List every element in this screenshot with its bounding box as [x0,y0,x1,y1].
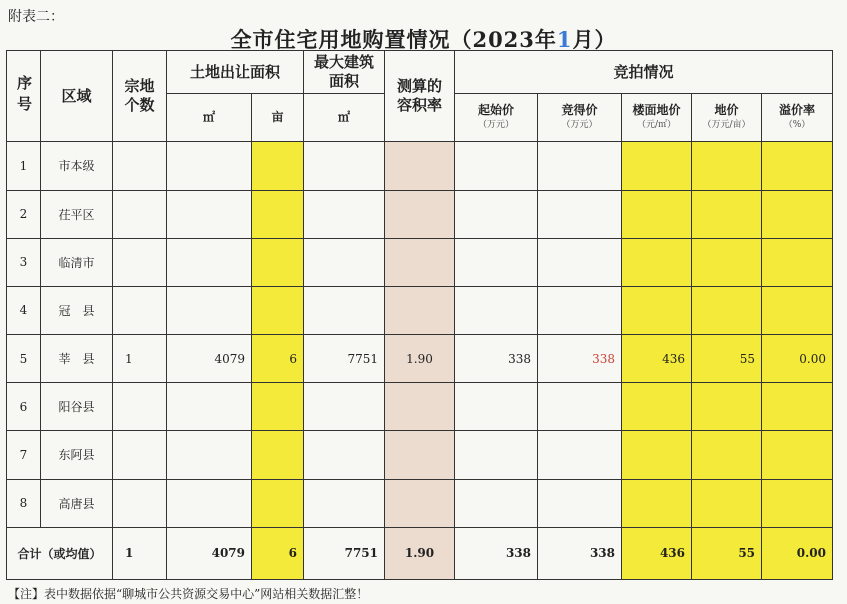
cell-floor [622,286,692,334]
cell-parcels [113,286,167,334]
cell-final [538,238,622,286]
cell-sqm [167,431,252,479]
cell-ratio [385,431,455,479]
cell-mu [252,238,304,286]
cell-build [304,238,385,286]
header-final-price [538,94,622,142]
cell-mu [252,286,304,334]
cell-parcels: 1 [113,335,167,383]
cell-no: 6 [7,383,41,431]
total-label: 合计（或均值） [7,527,113,579]
cell-land [692,479,762,527]
cell-floor [622,190,692,238]
table-row [7,479,833,527]
cell-ratio [385,238,455,286]
cell-start [455,238,538,286]
total-build: 7751 [304,527,385,579]
cell-parcels [113,190,167,238]
cell-mu [252,383,304,431]
header-unit-build-sqm: ㎡ [304,94,385,142]
header-premium [762,94,833,142]
cell-final [538,479,622,527]
table-row [7,383,833,431]
cell-floor [622,479,692,527]
header-region: 区域 [41,51,113,142]
cell-premium [762,238,833,286]
header-row-1 [7,51,833,94]
title-month: 1 [556,27,573,52]
attachment-label: 附表二： [8,9,64,25]
header-floor-price [622,94,692,142]
cell-region: 市本级 [41,142,113,190]
cell-floor [622,431,692,479]
cell-no: 8 [7,479,41,527]
total-premium: 0.00 [762,527,833,579]
cell-sqm [167,238,252,286]
cell-no: 4 [7,286,41,334]
cell-no: 2 [7,190,41,238]
cell-no: 7 [7,431,41,479]
header-floor-price-label: 楼面地价 [632,102,681,117]
total-parcels: 1 [113,527,167,579]
cell-final: 338 [538,335,622,383]
cell-start: 338 [455,335,538,383]
cell-sqm: 4079 [167,335,252,383]
cell-ratio [385,142,455,190]
cell-region: 高唐县 [41,479,113,527]
cell-ratio [385,190,455,238]
table-row [7,238,833,286]
cell-no: 3 [7,238,41,286]
cell-land [692,142,762,190]
total-land: 55 [692,527,762,579]
header-final-price-unit: （万元） [561,119,598,130]
cell-final [538,431,622,479]
header-final-price-label: 竞得价 [561,102,598,117]
cell-floor: 436 [622,335,692,383]
cell-sqm [167,479,252,527]
cell-floor [622,383,692,431]
table-row [7,335,833,383]
total-sqm: 4079 [167,527,252,579]
cell-ratio: 1.90 [385,335,455,383]
cell-land [692,238,762,286]
header-floor-price-unit: （元/㎡） [636,119,677,130]
cell-region: 东阿县 [41,431,113,479]
header-land-area: 土地出让面积 [167,51,304,94]
cell-mu [252,431,304,479]
cell-premium [762,286,833,334]
title-main: 全市住宅用地购置情况（2023年 [230,27,557,52]
table-row [7,190,833,238]
cell-premium [762,383,833,431]
cell-build [304,431,385,479]
cell-start [455,286,538,334]
cell-parcels [113,431,167,479]
cell-floor [622,238,692,286]
header-seq: 序号 [7,51,41,142]
cell-mu [252,190,304,238]
header-premium-unit: （%） [783,119,811,130]
cell-land [692,190,762,238]
cell-build [304,479,385,527]
total-start: 338 [455,527,538,579]
cell-start [455,383,538,431]
header-parcels-text: 宗地个数 [124,77,155,115]
cell-build [304,142,385,190]
total-row [7,527,833,579]
cell-final [538,142,622,190]
cell-sqm [167,383,252,431]
cell-mu [252,479,304,527]
header-parcels [113,51,167,142]
header-land-price [692,94,762,142]
header-max-building-area-text: 最大建筑面积 [314,53,375,91]
cell-region: 茌平区 [41,190,113,238]
cell-sqm [167,286,252,334]
header-plot-ratio [385,51,455,142]
cell-land [692,383,762,431]
cell-floor [622,142,692,190]
cell-region: 莘 县 [41,335,113,383]
cell-no: 5 [7,335,41,383]
header-unit-sqm: ㎡ [167,94,252,142]
cell-start [455,142,538,190]
header-start-price-unit: （万元） [478,119,515,130]
cell-build: 7751 [304,335,385,383]
cell-parcels [113,238,167,286]
total-floor: 436 [622,527,692,579]
cell-no: 1 [7,142,41,190]
cell-start [455,431,538,479]
total-final: 338 [538,527,622,579]
cell-mu: 6 [252,335,304,383]
land-purchase-table [6,50,833,580]
header-land-price-label: 地价 [714,102,739,117]
cell-final [538,190,622,238]
cell-land: 55 [692,335,762,383]
cell-region: 阳谷县 [41,383,113,431]
cell-parcels [113,142,167,190]
cell-build [304,383,385,431]
cell-build [304,286,385,334]
cell-final [538,286,622,334]
cell-parcels [113,479,167,527]
cell-region: 冠 县 [41,286,113,334]
header-max-building-area [304,51,385,94]
cell-land [692,431,762,479]
table-row [7,142,833,190]
cell-premium [762,142,833,190]
cell-premium [762,479,833,527]
cell-start [455,190,538,238]
header-unit-mu: 亩 [252,94,304,142]
header-start-price-label: 起始价 [478,102,515,117]
cell-premium: 0.00 [762,335,833,383]
total-ratio: 1.90 [385,527,455,579]
footnote: 【注】表中数据依据“聊城市公共资源交易中心”网站相关数据汇整！ [8,587,369,601]
cell-ratio [385,479,455,527]
table-row [7,286,833,334]
cell-ratio [385,383,455,431]
total-mu: 6 [252,527,304,579]
header-land-price-unit: （万元/亩） [702,119,751,130]
header-plot-ratio-text: 测算的容积率 [397,77,443,115]
cell-sqm [167,142,252,190]
header-auction: 竞拍情况 [455,51,833,94]
cell-land [692,286,762,334]
cell-final [538,383,622,431]
cell-start [455,479,538,527]
table-row [7,431,833,479]
cell-ratio [385,286,455,334]
cell-premium [762,190,833,238]
cell-premium [762,431,833,479]
header-start-price [455,94,538,142]
cell-sqm [167,190,252,238]
cell-region: 临清市 [41,238,113,286]
cell-parcels [113,383,167,431]
cell-mu [252,142,304,190]
header-premium-label: 溢价率 [779,102,816,117]
title-tail: 月） [572,27,617,52]
cell-build [304,190,385,238]
